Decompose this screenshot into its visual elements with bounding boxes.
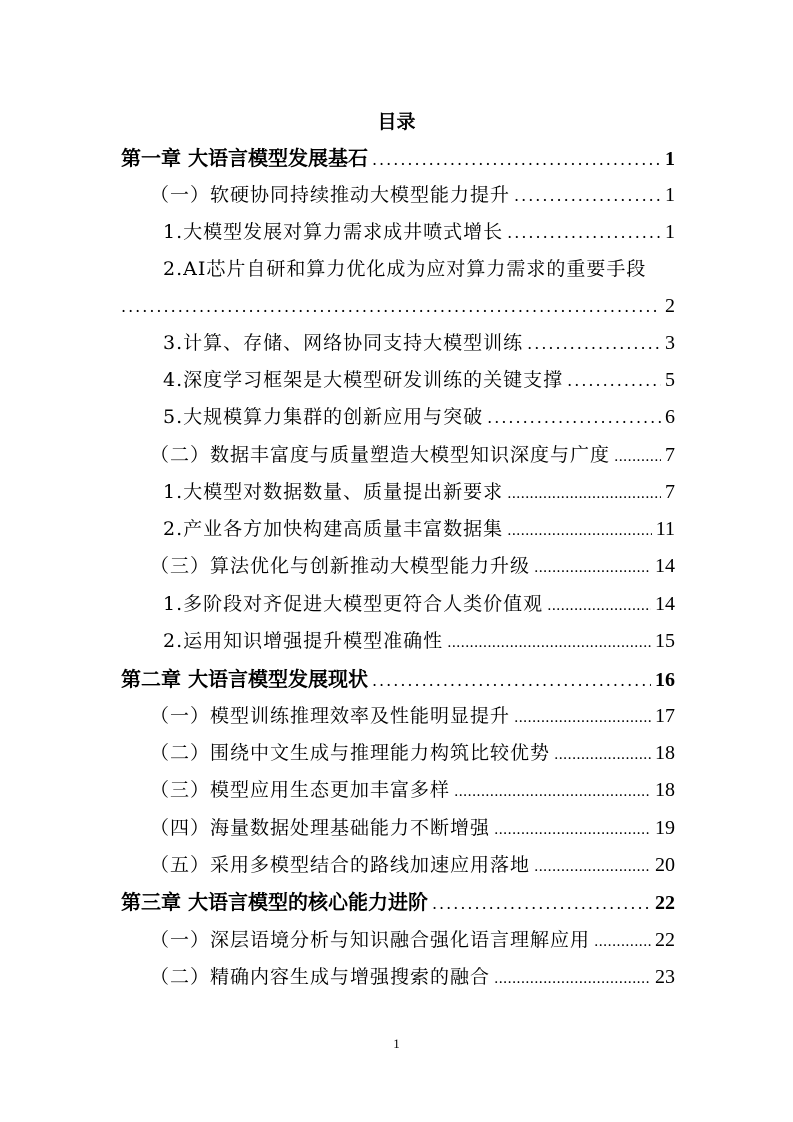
toc-leader <box>554 740 651 770</box>
toc-entry-subsection[interactable] <box>163 477 675 507</box>
toc-entry-text: （五）采用多模型结合的路线加速应用落地 <box>150 854 531 876</box>
toc-entry-text: （四）海量数据处理基础能力不断增强 <box>150 817 491 839</box>
toc-leader <box>494 964 651 994</box>
toc-leader <box>527 329 661 359</box>
toc-leader <box>372 145 661 175</box>
toc-entry-text: 1.大模型发展对算力需求成井喷式增长 <box>163 221 504 243</box>
toc-entry-text: 3.计算、存储、网络协同支持大模型训练 <box>163 332 524 354</box>
toc-entry-page: 11 <box>655 518 675 540</box>
toc-entry-page: 1 <box>665 148 675 170</box>
toc-leader <box>507 479 661 509</box>
toc-entry-text: （三）模型应用生态更加丰富多样 <box>150 779 451 801</box>
toc-entry-section[interactable] <box>150 738 675 768</box>
toc-entry-section[interactable] <box>150 180 675 210</box>
toc-leader <box>567 366 661 396</box>
page-number: 1 <box>393 1036 400 1051</box>
toc-entry-page: 3 <box>665 332 675 354</box>
toc-leader <box>594 927 651 957</box>
toc-leader <box>514 181 661 211</box>
toc-entry-page: 2 <box>665 295 675 317</box>
toc-entry-page: 14 <box>655 593 675 615</box>
toc-entry-text: （一）深层语境分析与知识融合强化语言理解应用 <box>150 929 591 951</box>
toc-entry-page: 22 <box>655 929 675 951</box>
toc-entry-text: 5.大规模算力集群的创新应用与突破 <box>163 406 484 428</box>
toc-leader <box>614 442 661 472</box>
toc-entry-subsection[interactable] <box>163 514 675 544</box>
toc-entry-text: 第一章 大语言模型发展基石 <box>121 146 368 170</box>
toc-entry-page: 18 <box>655 779 675 801</box>
toc-entry-subsection[interactable] <box>163 589 675 619</box>
toc-leader <box>494 815 651 845</box>
toc-entry-subsection[interactable] <box>163 217 675 247</box>
toc-entry-page: 7 <box>665 481 675 503</box>
toc-entry-section[interactable] <box>150 962 675 992</box>
toc-entry-text: （二）精确内容生成与增强搜索的融合 <box>150 966 491 988</box>
toc-leader <box>534 553 651 583</box>
toc-entry-subsection[interactable] <box>163 365 675 395</box>
toc-entry-text: （二）围绕中文生成与推理能力构筑比较优势 <box>150 742 551 764</box>
toc-entry-page: 19 <box>655 817 675 839</box>
toc-entry-section[interactable] <box>150 701 675 731</box>
toc-entry-text: （一）软硬协同持续推动大模型能力提升 <box>150 184 511 206</box>
toc-entry-text: 4.深度学习框架是大模型研发训练的关键支撑 <box>163 369 564 391</box>
toc-entry-page: 22 <box>655 892 675 914</box>
toc-entry-text: （一）模型训练推理效率及性能明显提升 <box>150 705 511 727</box>
toc-entry-page: 1 <box>665 221 675 243</box>
toc-entry-page: 5 <box>665 369 675 391</box>
toc-entry-text: 第二章 大语言模型发展现状 <box>121 667 368 691</box>
toc-entry-section[interactable] <box>150 925 675 955</box>
toc-entry-section[interactable] <box>150 850 675 880</box>
toc-leader <box>534 852 651 882</box>
toc-entry-text: 1.大模型对数据数量、质量提出新要求 <box>163 481 504 503</box>
toc-entry-page: 17 <box>655 705 675 727</box>
toc-leader <box>432 889 651 919</box>
toc-entry-section[interactable] <box>150 440 675 470</box>
toc-entry-text: 2.运用知识增强提升模型准确性 <box>163 630 444 652</box>
toc-entry-page: 23 <box>655 966 675 988</box>
toc-entry-section[interactable] <box>150 775 675 805</box>
toc-leader <box>547 591 651 621</box>
toc-entry-text: 2.产业各方加快构建高质量丰富数据集 <box>163 518 504 540</box>
toc-entry-chapter-3[interactable] <box>121 887 675 917</box>
toc-entry-page: 6 <box>665 406 675 428</box>
toc-leader <box>507 218 661 248</box>
toc-entry-text: 2.AI芯片自研和算力优化成为应对算力需求的重要手段 <box>163 258 647 280</box>
toc-entry-continuation[interactable] <box>121 291 675 321</box>
toc-entry-text: （三）算法优化与创新推动大模型能力升级 <box>150 555 531 577</box>
toc-entry-page: 7 <box>665 444 675 466</box>
toc-entry-subsection-wrapped[interactable] <box>163 254 675 284</box>
toc-entry-text: 第三章 大语言模型的核心能力进阶 <box>121 890 428 914</box>
toc-entry-page: 20 <box>655 854 675 876</box>
toc-title: 目录 <box>377 111 416 133</box>
toc-entry-section[interactable] <box>150 813 675 843</box>
toc-leader <box>487 403 661 433</box>
toc-leader <box>372 666 651 696</box>
toc-leader <box>507 516 652 546</box>
toc-entry-subsection[interactable] <box>163 328 675 358</box>
toc-entry-page: 16 <box>655 669 675 691</box>
toc-entry-text: （二）数据丰富度与质量塑造大模型知识深度与广度 <box>150 444 611 466</box>
toc-entry-page: 14 <box>655 555 675 577</box>
toc-entry-subsection[interactable] <box>163 402 675 432</box>
toc-entry-page: 1 <box>665 184 675 206</box>
toc-entry-chapter-2[interactable] <box>121 664 675 694</box>
toc-entry-text: 1.多阶段对齐促进大模型更符合人类价值观 <box>163 593 544 615</box>
toc-entry-chapter-1[interactable] <box>121 143 675 173</box>
toc-entry-subsection[interactable] <box>163 626 675 656</box>
toc-entry-section[interactable] <box>150 551 675 581</box>
toc-leader <box>447 628 651 658</box>
toc-leader <box>454 777 651 807</box>
toc-leader <box>514 703 651 733</box>
toc-entry-page: 15 <box>655 630 675 652</box>
toc-leader <box>121 292 661 322</box>
toc-entry-page: 18 <box>655 742 675 764</box>
